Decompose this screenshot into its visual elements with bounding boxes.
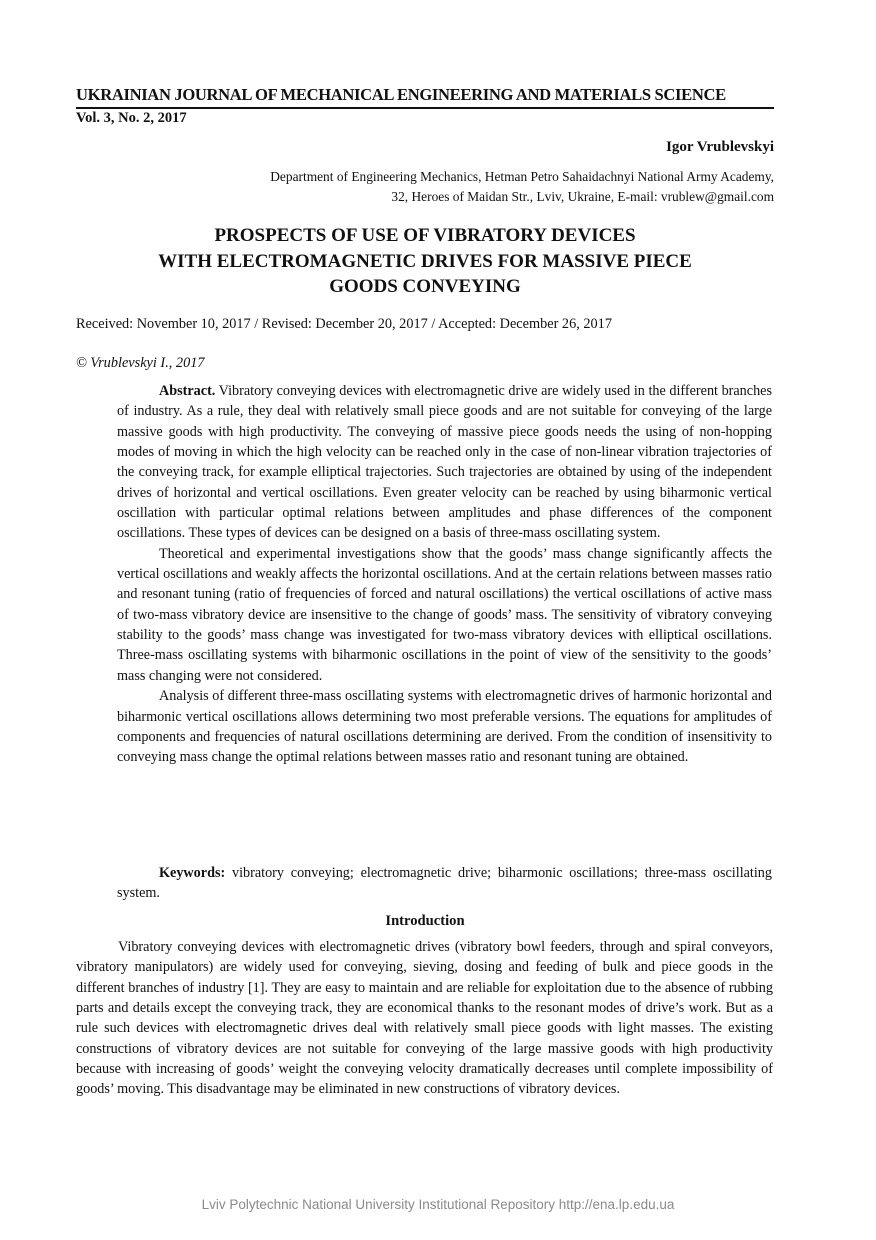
abstract-label: Abstract. (159, 383, 216, 399)
title-line-2: WITH ELECTROMAGNETIC DRIVES FOR MASSIVE PIECE (158, 250, 692, 272)
abstract-text-1: Vibratory conveying devices with electromagnetic drive are widely used in the different branches of industry. As a rule, they deal with relatively small piece goods and are not suitable for conveying of the large massive goods with high productivity. The conveying of massive piece goods needs the using of non-hopping modes of moving in which the high velocity can be reached only in the case of non-linear vibration trajectories of the conveying track, for example elliptical trajectories. Such trajectories are obtained by using of the independent drives of horizontal and vertical oscillations. Even greater velocity can be reached by using biharmonic vertical oscillation with particular optimal relations between amplitudes and phase differences of the component oscillations. These types of devices can be designed on a basis of three-mass oscillating system. (117, 383, 772, 542)
keywords-text: vibratory conveying; electromagnetic drive; biharmonic oscillations; three-mass oscillating system. (117, 865, 772, 902)
submission-dates: Received: November 10, 2017 / Revised: December 20, 2017 / Accepted: December 26, 2017 (76, 316, 612, 332)
abstract-paragraph-1 (117, 381, 772, 544)
paper-title (76, 223, 774, 300)
copyright-notice: © Vrublevskyi I., 2017 (76, 355, 205, 371)
abstract-paragraph-3: Analysis of different three-mass oscillating systems with electromagnetic drives of harmonic horizontal and biharmonic vertical oscillations allows determining two most preferable versions. The equations for amplitudes of components and frequencies of natural oscillations determining are derived. From the condition of insensitivity to conveying mass change the optimal relations between masses ratio and resonant tuning are obtained. (117, 688, 772, 766)
abstract-section (117, 381, 772, 768)
keywords-paragraph (117, 863, 772, 904)
volume-info: Vol. 3, No. 2, 2017 (76, 110, 187, 126)
affiliation-line-2: 32, Heroes of Maidan Str., Lviv, Ukraine, E-mail: vrublew@gmail.com (391, 188, 774, 204)
title-line-3: GOODS CONVEYING (329, 276, 521, 297)
journal-title: UKRAINIAN JOURNAL OF MECHANICAL ENGINEERING AND MATERIALS SCIENCE (76, 85, 774, 109)
author-name: Igor Vrublevskyi (666, 139, 774, 155)
introduction-heading: Introduction (385, 913, 465, 929)
author-affiliation (174, 167, 774, 206)
affiliation-line-1: Department of Engineering Mechanics, Hetman Petro Sahaidachnyi National Army Academy, (270, 169, 774, 184)
introduction-body (76, 937, 773, 1100)
abstract-paragraph-2: Theoretical and experimental investigations show that the goods’ mass change significantly affects the vertical oscillations and weakly affects the horizontal oscillations. And at the certain relations between masses ratio and resonant tuning (ratio of frequencies of forced and natural oscillations) the vertical oscillations of active mass of two-mass vibratory device are insensitive to the change of goods’ mass. The sensitivity of vibratory conveying stability to the goods’ mass change was investigated for two-mass vibratory devices with elliptical oscillations. Three-mass oscillating systems with biharmonic oscillations in the point of view of the sensitivity to the goods’ mass changing were not considered. (117, 545, 772, 684)
title-line-1: PROSPECTS OF USE OF VIBRATORY DEVICES (214, 225, 636, 246)
introduction-paragraph-1: Vibratory conveying devices with electromagnetic drives (vibratory bowl feeders, through and spiral conveyors, vibratory manipulators) are widely used for conveying, sieving, dosing and feeding of bulk and piece goods in the different branches of industry [1]. They are easy to maintain and are reliable for exploitation due to the absence of rubbing parts and details except the conveying track, they are economical thanks to the resonant modes of drive’s work. But as a rule such devices with electromagnetic drives deal with relatively small piece goods with light masses. The existing constructions of vibratory devices are not suitable for conveying of the large massive goods with high productivity because with increasing of goods’ weight the conveying velocity dramatically decreases until complete impossibility of goods’ moving. This disadvantage may be eliminated in new constructions of vibratory devices. (76, 939, 773, 1098)
keywords-section (117, 863, 772, 904)
keywords-label: Keywords: (159, 865, 226, 881)
repository-footer: Lviv Polytechnic National University Institutional Repository http://ena.lp.edu.ua (201, 1197, 675, 1212)
